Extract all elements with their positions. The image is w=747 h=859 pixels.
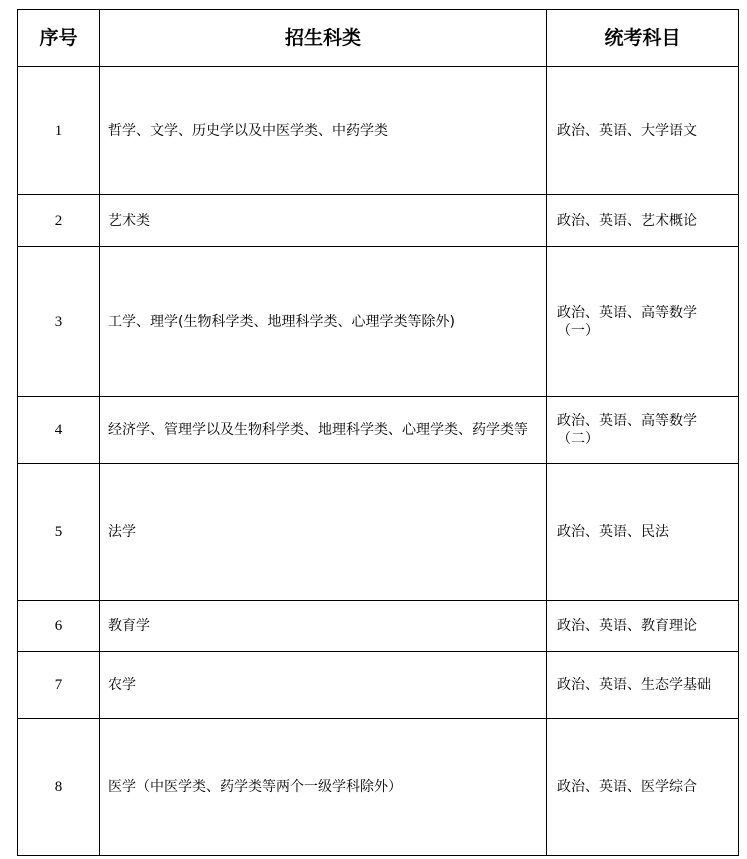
- row-subjects: 政治、英语、高等数学（一）: [547, 247, 739, 397]
- exam-subjects-table: [17, 9, 739, 856]
- row-index: 7: [18, 652, 100, 719]
- table-row: [18, 652, 739, 719]
- row-index: 6: [18, 601, 100, 652]
- header-subjects: 统考科目: [547, 10, 739, 67]
- table-row: [18, 397, 739, 464]
- row-index: 3: [18, 247, 100, 397]
- row-category: 艺术类: [100, 195, 547, 247]
- row-subjects: 政治、英语、艺术概论: [547, 195, 739, 247]
- row-subjects: 政治、英语、高等数学（二）: [547, 397, 739, 464]
- row-index: 4: [18, 397, 100, 464]
- row-category: 工学、理学(生物科学类、地理科学类、心理学类等除外): [100, 247, 547, 397]
- table-row: [18, 247, 739, 397]
- row-subjects: 政治、英语、民法: [547, 464, 739, 601]
- row-index: 5: [18, 464, 100, 601]
- row-category: 哲学、文学、历史学以及中医学类、中药学类: [100, 67, 547, 195]
- row-category: 医学（中医学类、药学类等两个一级学科除外）: [100, 719, 547, 856]
- header-category: 招生科类: [100, 10, 547, 67]
- table-row: [18, 719, 739, 856]
- row-category: 经济学、管理学以及生物科学类、地理科学类、心理学类、药学类等: [100, 397, 547, 464]
- row-subjects: 政治、英语、大学语文: [547, 67, 739, 195]
- row-subjects: 政治、英语、生态学基础: [547, 652, 739, 719]
- table-row: [18, 601, 739, 652]
- header-row: [18, 10, 739, 67]
- row-category: 农学: [100, 652, 547, 719]
- row-category: 法学: [100, 464, 547, 601]
- row-subjects: 政治、英语、医学综合: [547, 719, 739, 856]
- header-index: 序号: [18, 10, 100, 67]
- row-index: 2: [18, 195, 100, 247]
- row-category: 教育学: [100, 601, 547, 652]
- row-subjects: 政治、英语、教育理论: [547, 601, 739, 652]
- row-index: 8: [18, 719, 100, 856]
- row-index: 1: [18, 67, 100, 195]
- table-row: [18, 67, 739, 195]
- table-row: [18, 195, 739, 247]
- table-row: [18, 464, 739, 601]
